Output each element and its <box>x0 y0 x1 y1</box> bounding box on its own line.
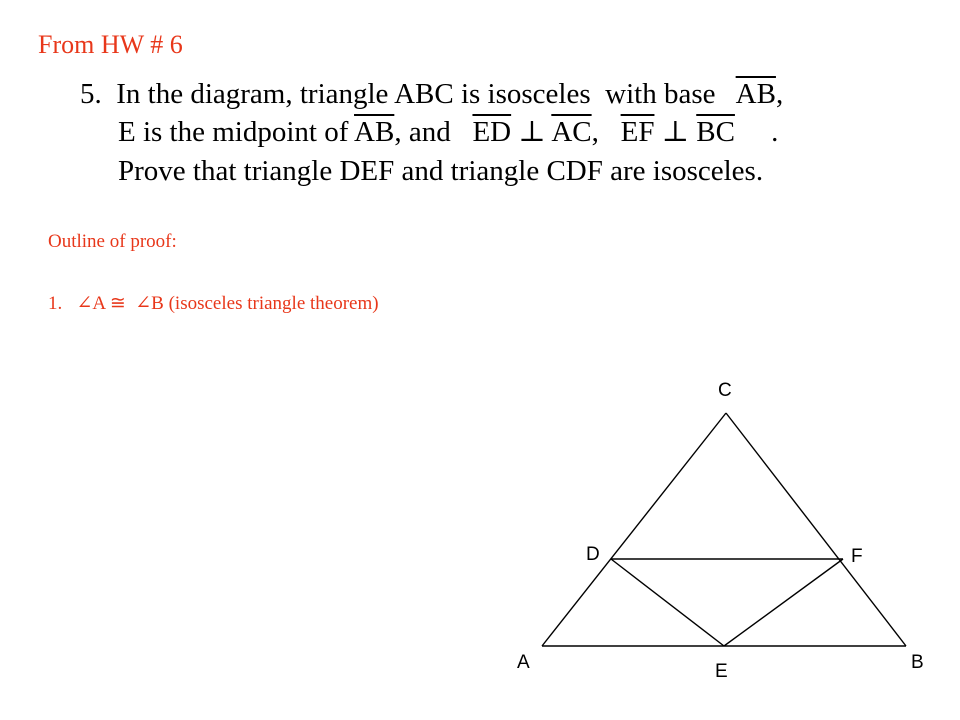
problem-text-2a: E is the midpoint of <box>118 116 349 148</box>
perpendicular-symbol-1: ⊥ <box>518 116 546 148</box>
segment-ac: $\overline{AC}$ <box>551 116 592 148</box>
label-a: A <box>517 652 530 673</box>
segment-ef-line <box>724 559 843 646</box>
side-bc <box>726 413 906 646</box>
segment-ef: $\overline{EF}$ <box>620 116 655 148</box>
segment-bc: $\overline{BC}$ <box>696 116 735 148</box>
angle-b: ∠B <box>135 293 164 314</box>
comma-1: , <box>591 116 599 148</box>
segment-ab-base: $\overline{AB}$ <box>735 78 776 110</box>
label-f: F <box>851 546 863 567</box>
problem-text-1b: with base <box>605 78 716 110</box>
problem-text-1-end: , <box>775 78 784 110</box>
angle-a: ∠A <box>76 293 106 314</box>
segment-ed: $\overline{ED}$ <box>472 116 512 148</box>
problem-number: 5. <box>80 78 102 110</box>
outline-title: Outline of proof: <box>48 231 177 252</box>
label-c: C <box>718 380 732 401</box>
problem-text-1a: In the diagram, triangle ABC is isosceles <box>116 78 591 110</box>
segment-ab-midpoint: $\overline{AB}$ <box>354 116 395 148</box>
step-number: 1. <box>48 293 63 314</box>
label-d: D <box>586 544 600 565</box>
perpendicular-symbol-2: ⊥ <box>661 116 689 148</box>
problem-line-3: Prove that triangle DEF and triangle CDF are isosceles. <box>118 155 764 187</box>
slide-title: From HW # 6 <box>38 30 183 59</box>
step-reason: (isosceles triangle theorem) <box>168 293 379 314</box>
congruent-symbol: ≅ <box>109 293 126 314</box>
problem-text-2-end: . <box>771 116 779 148</box>
label-b: B <box>911 652 924 673</box>
problem-text-2b: , and <box>394 116 451 148</box>
segment-de <box>611 559 724 646</box>
side-ac <box>542 413 726 646</box>
label-e: E <box>715 661 728 682</box>
